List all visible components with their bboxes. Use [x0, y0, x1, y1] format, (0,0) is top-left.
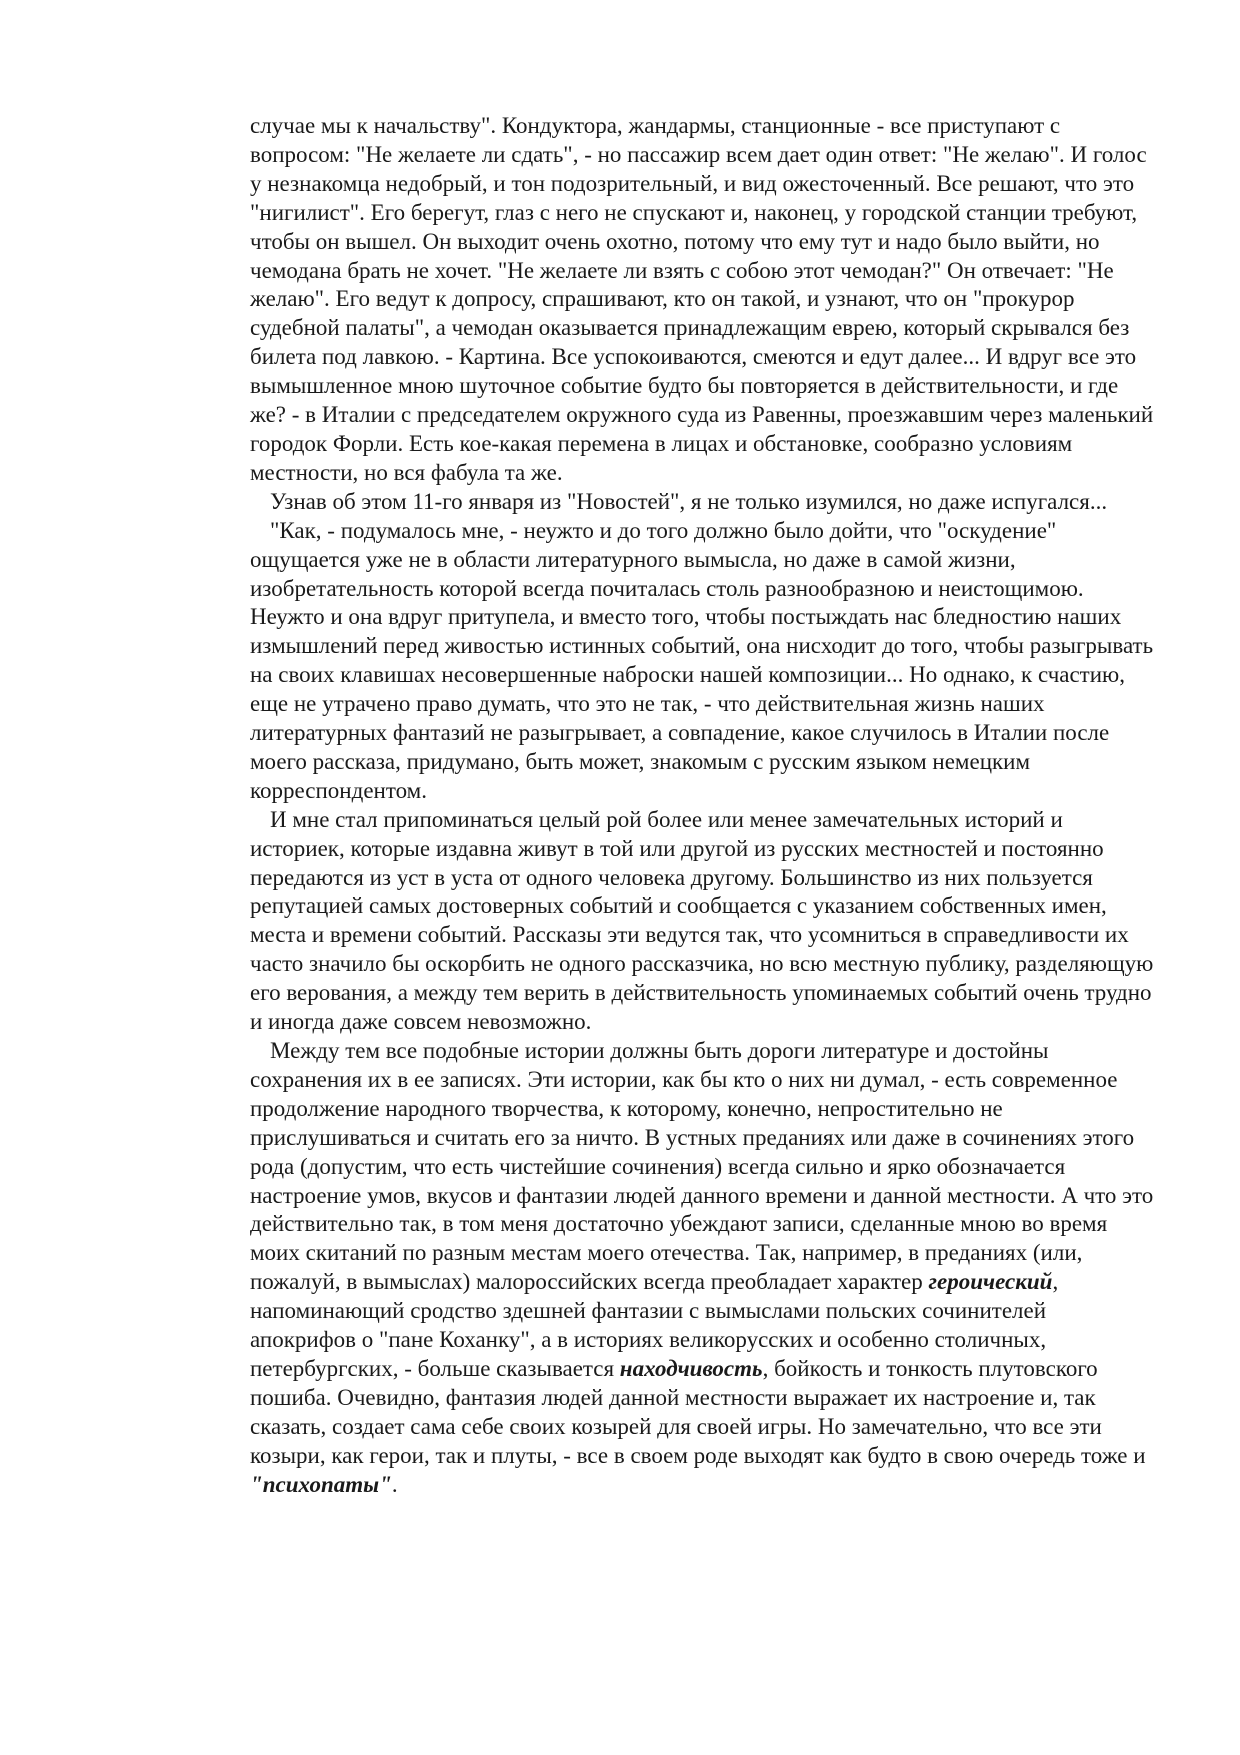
paragraph-2 — [250, 488, 1155, 517]
document-body — [250, 112, 1155, 1500]
emphasis-psychopaths: "психопаты" — [250, 1471, 392, 1497]
emphasis-resourcefulness: находчивость — [619, 1355, 763, 1381]
paragraph-text: случае мы к начальству". Кондуктора, жандармы, станционные - все приступают с вопросом: "Не желаете ли сдать", - но пассажир всем дает один ответ: "Не желаю". И голос у незнакомца недобрый, и тон подозрительный, и вид ожесточенный. Все решают, что это "нигилист". Его берегут, глаз с него не спускают и, наконец, у городской станции требуют, чтобы он вышел. Он выходит очень охотно, потому что ему тут и надо было выйти, но чемодана брать не хочет. "Не желаете ли взять с собою этот чемодан?" Он отвечает: "Не желаю". Его ведут к допросу, спрашивают, кто он такой, и узнают, что он "прокурор судебной палаты", а чемодан оказывается принадлежащим еврею, который скрывался без билета под лавкою. - Картина. Все успокоиваются, смеются и едут далее... И вдруг все это вымышленное мною шуточное событие будто бы повторяется в действительности, и где же? - в Италии с председателем окружного суда из Равенны, проезжавшим через маленький городок Форли. Есть кое-какая перемена в лицах и обстановке, сообразно условиям местности, но вся фабула та же. — [250, 113, 1154, 485]
paragraph-5 — [250, 1037, 1155, 1500]
paragraph-4 — [250, 806, 1155, 1037]
paragraph-text: "Как, - подумалось мне, - неужто и до того должно было дойти, что "оскудение" ощущается уже не в области литературного вымысла, но даже в самой жизни, изобретательность которой всегда почиталась столь разнообразною и неистощимою. Неужто и она вдруг притупела, и вместо того, чтобы постыждать нас бледностию наших измышлений перед живостью истинных событий, она нисходит до того, чтобы разыгрывать на своих клавишах несовершенные наброски нашей композиции... Но однако, к счастию, еще не утрачено право думать, что это не так, - что действительная жизнь наших литературных фантазий не разыгрывает, а совпадение, какое случилось в Италии после моего рассказа, придумано, быть может, знакомым с русским языком немецким корреспондентом. — [250, 517, 1154, 803]
paragraph-text: , напоминающий сродство здешней фантазии с вымыслами польских сочинителей апокрифов о "пане Коханку", а в историях великорусских и особенно столичных, петербургских, - больше сказывается — [250, 1269, 1059, 1381]
paragraph-text: , бойкость и тонкость плутовского пошиба. Очевидно, фантазия людей данной местности выражает их настроение и, так сказать, создает сама себе своих козырей для своей игры. Но замечательно, что все эти козыри, как герои, так и плуты, - все в своем роде выходят как будто в свою очередь тоже и — [250, 1355, 1146, 1468]
paragraph-1 — [250, 112, 1155, 488]
paragraph-text: Между тем все подобные истории должны быть дороги литературе и достойны сохранения их в ее записях. Эти истории, как бы кто о них ни думал, - есть современное продолжение народного творчества, к которому, конечно, непростительно не прислушиваться и считать его за ничто. В устных преданиях или даже в сочинениях этого рода (допустим, что есть чистейшие сочинения) всегда сильно и ярко обозначается настроение умов, вкусов и фантазии людей данного времени и данной местности. А что это действительно так, в том меня достаточно убеждают записи, сделанные мною во время моих скитаний по разным местам моего отечества. Так, например, в преданиях (или, пожалуй, в вымыслах) малороссийских всегда преобладает характер — [250, 1038, 1154, 1295]
paragraph-text: И мне стал припоминаться целый рой более или менее замечательных историй и историек, которые издавна живут в той или другой из русских местностей и постоянно передаются из уст в уста от одного человека другому. Большинство из них пользуется репутацией самых достоверных событий и сообщается с указанием собственных имен, места и времени событий. Рассказы эти ведутся так, что усомниться в справедливости их часто значило бы оскорбить не одного рассказчика, но всю местную публику, разделяющую его верования, а между тем верить в действительность упоминаемых событий очень трудно и иногда даже совсем невозможно. — [250, 806, 1154, 1035]
paragraph-text: . — [391, 1471, 398, 1497]
paragraph-text: Узнав об этом 11-го января из "Новостей", я не только изумился, но даже испугался... — [270, 488, 1108, 514]
emphasis-heroic: героический — [928, 1269, 1053, 1295]
paragraph-3 — [250, 517, 1155, 806]
